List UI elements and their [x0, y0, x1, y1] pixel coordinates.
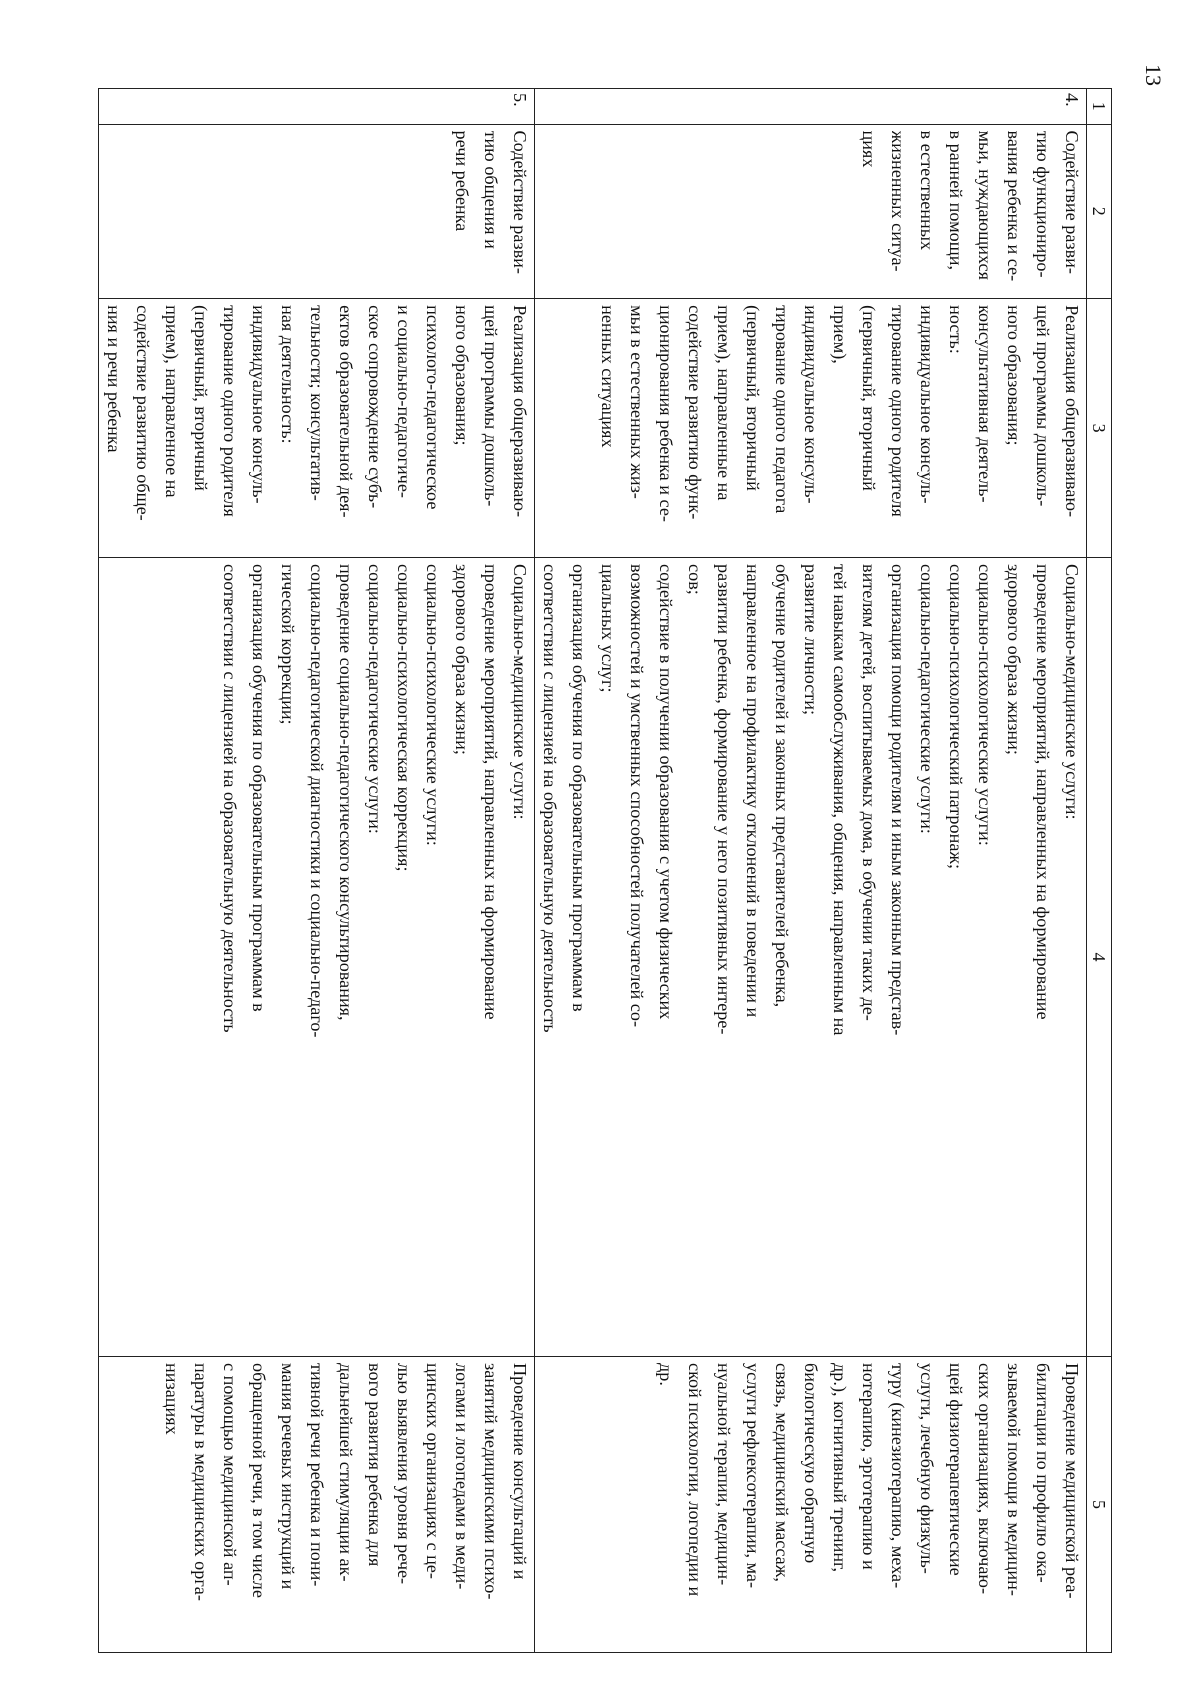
- header-cell-4: 4: [1087, 558, 1112, 1357]
- cell-text-line: (первичный, вторичный: [191, 305, 211, 491]
- cell-text-line: щей программы дошколь-: [1033, 305, 1053, 507]
- cell-text-line: низациях: [162, 1363, 182, 1435]
- cell-text-line: жизненных ситуа-: [888, 130, 908, 272]
- cell-text-line: биологическую обратную: [801, 1363, 821, 1564]
- cell-text-line: Реализация общеразвиваю-: [1062, 305, 1082, 518]
- cell-text-line: ная деятельность:: [278, 305, 298, 444]
- cell-text-line: услуги рефлексотерапии, ма-: [743, 1363, 763, 1589]
- cell-text-line: мьи, нуждающихся: [975, 130, 995, 280]
- cell-text-line: в естественных: [917, 130, 937, 251]
- cell-text-line: ненных ситуациях: [598, 305, 618, 448]
- cell-text-line: циальных услуг;: [598, 564, 618, 693]
- landscape-sheet: [100, 88, 1112, 1653]
- cell-text-line: вителям детей, воспитываемых дома, в обучении таких де-: [859, 564, 879, 1021]
- cell-text-line: ектов образовательной дея-: [336, 305, 356, 518]
- cell-text-line: тельности; консультатив-: [307, 305, 327, 501]
- cell-text-line: направленное на профилактику отклонений в поведении и: [743, 564, 763, 1018]
- cell-text-line: Социально-медицинские услуги:: [1062, 564, 1082, 820]
- header-cell-2: 2: [1087, 124, 1112, 299]
- cell-text-line: тей навыкам самообслуживания, общения, направленным на: [830, 564, 850, 1036]
- cell-text-line: социально-психологические услуги:: [975, 564, 995, 846]
- cell-text-line: ность:: [946, 305, 966, 354]
- cell-text-line: социально-психологический патронаж;: [946, 564, 966, 870]
- cell-text-line: ного образования;: [1004, 305, 1024, 446]
- cell-text-line: соответствии с лицензией на образовательную деятельность: [540, 564, 560, 1033]
- cell-text-line: циях: [859, 130, 879, 168]
- row-number: 4.: [535, 89, 1087, 125]
- cell-text-line: консультативная деятель-: [975, 305, 995, 503]
- cell-text-line: индивидуальное консуль-: [917, 305, 937, 504]
- cell-text-line: зываемой помощи в медицин-: [1004, 1363, 1024, 1596]
- page-number: 13: [1141, 64, 1166, 86]
- cell-text-line: организация обучения по образовательным программам в: [249, 564, 269, 1012]
- cell-text-line: Содействие разви-: [1062, 130, 1082, 274]
- services-table: [98, 88, 1112, 1653]
- cell-text-line: соответствии с лицензией на образовательную деятельность: [220, 564, 240, 1033]
- cell-text-line: лью выявления уровня рече-: [394, 1363, 414, 1585]
- cell-text-line: дальнейшей стимуляции ак-: [336, 1363, 356, 1582]
- cell-text-line: тивной речи ребенка и пони-: [307, 1363, 327, 1587]
- cell-text-line: проведение социально-педагогического консультирования,: [336, 564, 356, 1021]
- cell-text-line: и социально-педагогиче-: [394, 305, 414, 498]
- cell-text-line: организация помощи родителям и иным законным представ-: [888, 564, 908, 1036]
- cell-text-line: возможностей и умственных способностей получателей со-: [627, 564, 647, 1028]
- cell-text-line: развитие личности;: [801, 564, 821, 716]
- cell-text-line: социально-психологические услуги:: [423, 564, 443, 846]
- cell-text-line: паратуры в медицинских орга-: [191, 1363, 211, 1601]
- header-cell-5: 5: [1087, 1357, 1112, 1653]
- cell-text-line: обучение родителей и законных представителей ребенка,: [772, 564, 792, 1008]
- cell-text-line: проведение мероприятий, направленных на формирование: [1033, 564, 1053, 1020]
- cell-text-line: туру (кинезиотерапию, меха-: [888, 1363, 908, 1589]
- cell-text-line: прием),: [830, 305, 850, 364]
- cell-text-line: вого развития ребенка для: [365, 1363, 385, 1567]
- cell-text-line: нотерапию, эрготерапию и: [859, 1363, 879, 1570]
- cell-text-line: (первичный, вторичный: [743, 305, 763, 491]
- cell-text-line: социально-педагогические услуги:: [365, 564, 385, 834]
- cell-text-line: мьи в естественных жиз-: [627, 305, 647, 499]
- cell-text-line: тирование одного родителя: [220, 305, 240, 517]
- cell-text-line: социально-педагогические услуги:: [917, 564, 937, 834]
- cell-text-line: в ранней помощи,: [946, 130, 966, 270]
- table-row: [535, 89, 1087, 1653]
- cell-text-line: цинских организациях с це-: [423, 1363, 443, 1579]
- cell-text-line: Социально-медицинские услуги:: [510, 564, 530, 820]
- cell-text-line: тию общения и: [481, 130, 501, 249]
- rotated-page-content: [100, 88, 1112, 1653]
- social-services-cell: [535, 558, 1087, 1357]
- table-header-row: [1087, 89, 1112, 1653]
- cell-text-line: билитации по профилю ока-: [1033, 1363, 1053, 1583]
- cell-text-line: мания речевых инструкций и: [278, 1363, 298, 1590]
- cell-text-line: тию функциониро-: [1033, 130, 1053, 278]
- activities-cell: [99, 299, 535, 558]
- cell-text-line: нуальной терапии, медицин-: [714, 1363, 734, 1586]
- cell-text-line: прием), направленные на: [714, 305, 734, 501]
- cell-text-line: проведение мероприятий, направленных на формирование: [481, 564, 501, 1020]
- cell-text-line: связь, медицинский массаж,: [772, 1363, 792, 1582]
- cell-text-line: содействие развитию обще-: [133, 305, 153, 521]
- cell-text-line: ния и речи ребенка: [104, 305, 124, 453]
- goal-cell: [535, 124, 1087, 299]
- cell-text-line: логами и логопедами в меди-: [452, 1363, 472, 1590]
- row-number: 5.: [99, 89, 535, 125]
- table-row: [99, 89, 535, 1653]
- cell-text-line: обращенной речи, в том числе: [249, 1363, 269, 1598]
- cell-text-line: сов;: [685, 564, 705, 595]
- social-services-cell: [99, 558, 535, 1357]
- cell-text-line: Реализация общеразвиваю-: [510, 305, 530, 518]
- medical-services-cell: [99, 1357, 535, 1653]
- header-cell-1: 1: [1087, 89, 1112, 125]
- header-cell-3: 3: [1087, 299, 1112, 558]
- cell-text-line: психолого-педагогическое: [423, 305, 443, 510]
- goal-cell: [99, 124, 535, 299]
- cell-text-line: Содействие разви-: [510, 130, 530, 274]
- cell-text-line: тирование одного родителя: [888, 305, 908, 517]
- cell-text-line: содействие в получении образования с учетом физических: [656, 564, 676, 1020]
- cell-text-line: услуги, лечебную физкуль-: [917, 1363, 937, 1574]
- cell-text-line: тирование одного педагога: [772, 305, 792, 514]
- cell-text-line: развитии ребенка, формирование у него позитивных интере-: [714, 564, 734, 1035]
- cell-text-line: индивидуальное консуль-: [249, 305, 269, 504]
- cell-text-line: гической коррекции;: [278, 564, 298, 725]
- cell-text-line: ской психологии, логопедии и: [685, 1363, 705, 1597]
- cell-text-line: индивидуальное консуль-: [801, 305, 821, 504]
- cell-text-line: ских организациях, включаю-: [975, 1363, 995, 1595]
- cell-text-line: речи ребенка: [452, 130, 472, 232]
- cell-text-line: вания ребенка и се-: [1004, 130, 1024, 282]
- cell-text-line: ское сопровождение субъ-: [365, 305, 385, 509]
- cell-text-line: занятий медицинскими психо-: [481, 1363, 501, 1600]
- cell-text-line: прием), направленное на: [162, 305, 182, 498]
- cell-text-line: содействие развитию функ-: [685, 305, 705, 520]
- cell-text-line: др.), когнитивный тренинг,: [830, 1363, 850, 1573]
- activities-cell: [535, 299, 1087, 558]
- cell-text-line: Проведение консультаций и: [510, 1363, 530, 1580]
- cell-text-line: социально-педагогической диагностики и социально-педаго-: [307, 564, 327, 1038]
- cell-text-line: (первичный, вторичный: [859, 305, 879, 491]
- cell-text-line: здорового образа жизни;: [1004, 564, 1024, 755]
- cell-text-line: социально-психологическая коррекция;: [394, 564, 414, 872]
- cell-text-line: здорового образа жизни;: [452, 564, 472, 755]
- cell-text-line: организация обучения по образовательным программам в: [569, 564, 589, 1012]
- cell-text-line: др.: [656, 1363, 676, 1386]
- medical-services-cell: [535, 1357, 1087, 1653]
- cell-text-line: Проведение медицинской реа-: [1062, 1363, 1082, 1599]
- cell-text-line: щей физиотерапевтические: [946, 1363, 966, 1576]
- cell-text-line: с помощью медицинской ап-: [220, 1363, 240, 1586]
- cell-text-line: ного образования;: [452, 305, 472, 446]
- cell-text-line: щей программы дошколь-: [481, 305, 501, 507]
- cell-text-line: ционирования ребенка и се-: [656, 305, 676, 522]
